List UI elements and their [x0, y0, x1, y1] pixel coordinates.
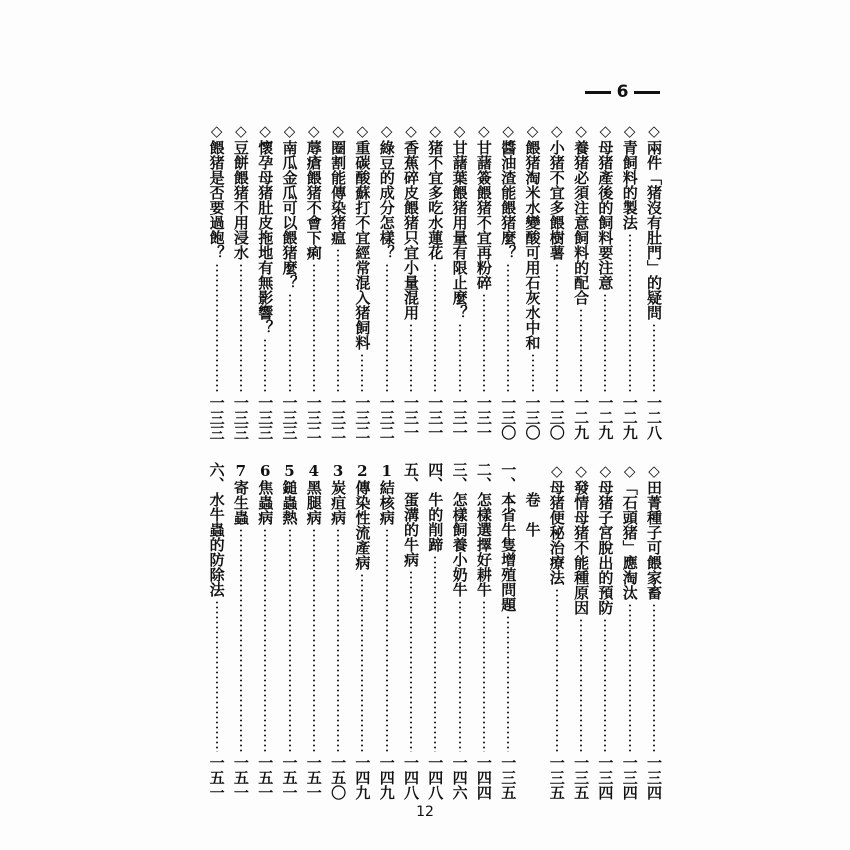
- toc-entry-page: 一四四: [474, 755, 493, 800]
- dot-leader: [556, 263, 558, 392]
- toc-entry-page: 一三四: [620, 755, 639, 800]
- dot-leader: [240, 263, 242, 392]
- dot-leader: [604, 618, 606, 752]
- toc-entry-page: 一三〇: [547, 395, 566, 440]
- toc-entry: [499, 462, 517, 800]
- toc-entry-title: ◇母猪子宮脫出的預防: [596, 462, 615, 615]
- toc-entry: [621, 462, 639, 800]
- dot-leader: [507, 263, 509, 392]
- section-heading: [524, 462, 542, 800]
- toc-entry-title: ◇母猪產後的飼料要注意: [596, 122, 615, 290]
- toc-entry-title: ◇發情母猪不能種原因: [572, 462, 591, 615]
- toc-entry-title: 三、怎樣飼養小奶牛: [450, 462, 469, 597]
- toc-entry-page: 一三三: [280, 395, 299, 440]
- dot-leader: [434, 555, 436, 752]
- toc-entry-page: 一五一: [304, 755, 323, 800]
- toc-entry-page: 一三一: [450, 395, 469, 440]
- toc-entry: [475, 122, 493, 440]
- toc-entry: [572, 122, 590, 440]
- dot-leader: [216, 600, 218, 752]
- toc-entry-title: ◇小猪不宜多餵樹薯: [547, 122, 566, 260]
- dot-leader: [653, 323, 655, 392]
- toc-entry: [451, 122, 469, 440]
- dot-leader: [556, 588, 558, 752]
- toc-entry: [524, 122, 542, 440]
- toc-entry-title: 一、本省牛隻增殖問題: [499, 462, 518, 612]
- toc-entry: [378, 122, 396, 440]
- dot-leader: [532, 353, 534, 392]
- toc-entry: [232, 122, 250, 440]
- toc-entry: [402, 122, 420, 440]
- toc-entry: [256, 462, 274, 800]
- dot-leader: [434, 263, 436, 392]
- toc-entry: [475, 462, 493, 800]
- dot-leader: [264, 528, 266, 752]
- toc-entry: [548, 122, 566, 440]
- page-folio: 12: [416, 804, 434, 820]
- dot-leader: [629, 603, 631, 752]
- dot-leader: [337, 528, 339, 752]
- toc-entry-page: 一五〇: [329, 755, 348, 800]
- toc-entry-page: 一三〇: [499, 395, 518, 440]
- toc-entry-title: ◇蓐瘡餵猪不會下痢: [304, 122, 323, 260]
- toc-entry-page: 一四九: [377, 755, 396, 800]
- toc-entry-title: ◇甘藷簽餵猪不宜再粉碎: [474, 122, 493, 290]
- toc-entry: [645, 462, 663, 800]
- toc-entry: [572, 462, 590, 800]
- toc-entry-page: 一五一: [256, 755, 275, 800]
- toc-entry: [596, 462, 614, 800]
- toc-entry-page: 一三五: [547, 755, 566, 800]
- toc-entry-title: 4黑腿病: [304, 462, 323, 525]
- toc-entry: [232, 462, 250, 800]
- toc-entry-title: ◇養猪必須注意飼料的配合: [572, 122, 591, 305]
- toc-entry: [329, 122, 347, 440]
- toc-entry-page: 一三三: [207, 395, 226, 440]
- toc-entry-title: 5鎚蟲熱: [280, 462, 299, 525]
- toc-entry-title: 7寄生蟲: [231, 462, 250, 525]
- toc-entry-page: 一三三: [256, 395, 275, 440]
- toc-entry-page: 一三一: [426, 395, 445, 440]
- toc-entry: [621, 122, 639, 440]
- toc-entry-page: 一三五: [499, 755, 518, 800]
- toc-entry-page: 一四八: [426, 755, 445, 800]
- toc-entry-page: 一五一: [280, 755, 299, 800]
- toc-entry: [353, 122, 371, 440]
- toc-entry-title: ◇「石頭猪」應淘汰: [620, 462, 639, 600]
- toc-entry-title: ◇母猪便秘治療法: [547, 462, 566, 585]
- dot-leader: [410, 323, 412, 392]
- toc-entry-page: 一三〇: [523, 395, 542, 440]
- toc-entry-title: 六、水牛蟲的防除法: [207, 462, 226, 597]
- toc-entry: [208, 122, 226, 440]
- toc-entry-title: ◇田菁種子可餵家畜: [645, 462, 663, 600]
- toc-entry: [281, 122, 299, 440]
- dot-leader: [337, 248, 339, 392]
- dot-leader: [459, 600, 461, 752]
- toc-entry-title: 二、怎樣選擇好耕牛: [474, 462, 493, 597]
- dot-leader: [361, 573, 363, 752]
- dot-leader: [386, 263, 388, 392]
- toc-entry-page: 一四六: [450, 755, 469, 800]
- toc-entry: [329, 462, 347, 800]
- toc-entry: [499, 122, 517, 440]
- toc-entry-page: 一二九: [572, 395, 591, 440]
- toc-entry: [645, 122, 663, 440]
- toc-entry-page: 一三二: [377, 395, 396, 440]
- toc-entry-title: ◇兩件「猪沒有肚門」的疑問: [645, 122, 663, 320]
- toc-entry-page: 一三四: [645, 755, 663, 800]
- dot-leader: [313, 528, 315, 752]
- toc-entry: [426, 122, 444, 440]
- dot-leader: [580, 618, 582, 752]
- toc-entry-page: 一三一: [402, 395, 420, 440]
- dot-leader: [483, 600, 485, 752]
- toc-entry: [426, 462, 444, 800]
- dot-leader: [361, 353, 363, 392]
- dot-leader: [289, 528, 291, 752]
- toc-entry-title: ◇懷孕母猪肚皮拖地有無影響？: [256, 122, 275, 335]
- toc-entry-title: ◇豆餅餵猪不用浸水: [231, 122, 250, 260]
- toc-entry: [208, 462, 226, 800]
- toc-entry-title: ◇圈割能傳染猪瘟: [329, 122, 348, 245]
- toc-entry: [353, 462, 371, 800]
- toc-entry-page: 一三二: [329, 395, 348, 440]
- toc-entry: [256, 122, 274, 440]
- dot-leader: [216, 263, 218, 392]
- toc-entry-title: 6焦蟲病: [256, 462, 275, 525]
- toc-entry-title: ◇猪不宜多吃水蓮花: [426, 122, 445, 260]
- toc-entry-title: ◇青飼料的製法: [620, 122, 639, 230]
- toc-entry-page: 一二八: [645, 395, 663, 440]
- toc-entry-page: 一四八: [402, 755, 420, 800]
- dot-leader: [653, 603, 655, 752]
- toc-entry-title: ◇南瓜金瓜可以餵猪麼？: [280, 122, 299, 290]
- dot-leader: [313, 263, 315, 392]
- toc-entry-title: ◇甘藷葉餵猪用量有限止麼？: [450, 122, 469, 320]
- dot-leader: [604, 293, 606, 392]
- toc-entry-title: ◇綠豆的成分怎樣？: [377, 122, 396, 260]
- toc-entry-page: 一五一: [207, 755, 226, 800]
- toc-entry: [281, 462, 299, 800]
- toc-entry-title: 四、牛的削蹄: [426, 462, 445, 552]
- toc-entry: [305, 122, 323, 440]
- toc-entry-page: 一五一: [231, 755, 250, 800]
- dot-leader: [483, 293, 485, 392]
- toc-entry-title: ◇香蕉碎皮餵猪只宜小量混用: [402, 122, 420, 320]
- toc-entry-page: 一三二: [304, 395, 323, 440]
- toc-entry: [451, 462, 469, 800]
- toc-entry-page: 一三五: [572, 755, 591, 800]
- toc-entry-page: 一三三: [231, 395, 250, 440]
- dot-leader: [580, 308, 582, 392]
- dot-leader: [386, 528, 388, 752]
- toc-entry: [402, 462, 420, 800]
- toc-entry: [305, 462, 323, 800]
- toc-entry-page: 一二九: [596, 395, 615, 440]
- toc-entry-page: 一三四: [596, 755, 615, 800]
- toc-entry-title: ◇餵猪淘米水變酸可用石灰水中和: [523, 122, 542, 350]
- toc-entry-title: 五、蛋溝的牛病: [402, 462, 420, 567]
- dot-leader: [289, 293, 291, 392]
- dot-leader: [459, 323, 461, 392]
- toc-entry-page: 一四九: [353, 755, 372, 800]
- toc-entry-title: 卷 牛: [523, 462, 542, 537]
- toc-entry-title: 2傳染性流產病: [353, 462, 372, 570]
- toc-entry-page: 一三一: [474, 395, 493, 440]
- toc-entry-page: 一三二: [353, 395, 372, 440]
- toc-entry-page: 一二九: [620, 395, 639, 440]
- toc-entry: [596, 122, 614, 440]
- dot-leader: [264, 338, 266, 392]
- dot-leader: [240, 528, 242, 752]
- toc-entry: [378, 462, 396, 800]
- running-number: 6: [616, 82, 629, 102]
- toc-entry-title: ◇醬油渣能餵猪麼？: [499, 122, 518, 260]
- toc-entry-title: ◇重碳酸蘇打不宜經常混入猪飼料: [353, 122, 372, 350]
- dot-leader: [629, 233, 631, 392]
- toc-entry-title: 1結核病: [377, 462, 396, 525]
- toc-entry-title: ◇餵猪是否要過飽？: [207, 122, 226, 260]
- toc-entry: [548, 462, 566, 800]
- dot-leader: [507, 615, 509, 752]
- toc-entry-title: 3炭疽病: [329, 462, 348, 525]
- dot-leader: [410, 570, 412, 752]
